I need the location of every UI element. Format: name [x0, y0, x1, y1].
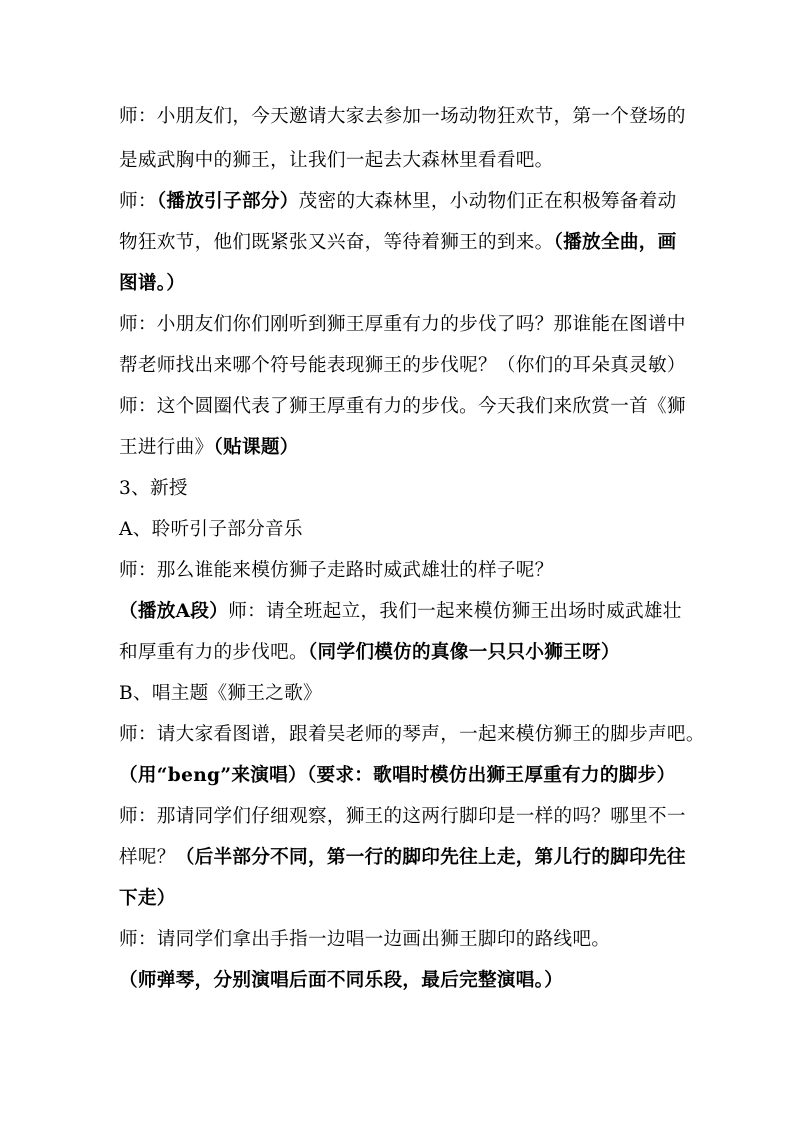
line-13-segment-1: （播放A段） [119, 601, 229, 622]
text-line-17 [119, 764, 675, 788]
line-5-segment-1: 图谱。） [119, 273, 186, 294]
text-line-7 [119, 354, 686, 378]
line-4-segment-2: （播放全曲，画 [553, 232, 677, 253]
line-9-segment-1: 王进行曲》 [119, 437, 214, 458]
text-line-2 [119, 149, 554, 173]
line-12-segment-1: 师：那么谁能来模仿狮子走路时威武雄壮的样子呢？ [119, 560, 554, 581]
text-line-8 [119, 395, 686, 419]
line-7-segment-1: 帮老师找出来哪个符号能表现狮王的步伐呢？（你们的耳朵真灵敏） [119, 355, 686, 376]
line-20-segment-1: 下走） [119, 888, 176, 909]
line-15-segment-1: B、唱主题《狮王之歌》 [119, 683, 322, 704]
line-22-segment-1: （师弹琴，分别演唱后面不同乐段，最后完整演唱。） [119, 970, 564, 991]
text-line-11 [119, 518, 303, 542]
text-line-6 [119, 313, 686, 337]
text-line-1 [119, 105, 686, 129]
line-2-segment-1: 是威武胸中的狮王，让我们一起去大森林里看看吧。 [119, 150, 554, 171]
line-14-segment-1: 和厚重有力的步伐吧。 [119, 642, 308, 663]
line-19-segment-2: （后半部分不同，第一行的脚印先往上走，第儿行的脚印先往 [175, 847, 686, 868]
line-3-segment-2: （播放引子部分） [156, 191, 299, 212]
text-line-5 [119, 272, 185, 296]
line-10-segment-1: 3、新授 [119, 478, 188, 499]
text-line-15 [119, 682, 322, 706]
line-3-segment-3: 茂密的大森林里，小动物们正在积极筹备着动 [298, 191, 677, 212]
line-18-segment-1: 师：那请同学们仔细观察，狮王的这两行脚印是一样的吗？哪里不一 [119, 806, 686, 827]
text-line-12 [119, 559, 554, 583]
line-17-segment-1: （用“beng”来演唱）（要求：歌唱时模仿出狮王厚重有力的脚步） [119, 765, 676, 786]
line-13-segment-2: 师：请全班起立，我们一起来模仿狮王出场时威武雄壮 [228, 601, 682, 622]
text-line-20 [119, 887, 176, 911]
line-4-segment-1: 物狂欢节，他们既紧张又兴奋，等待着狮王的到来。 [119, 232, 554, 253]
text-line-3 [119, 190, 677, 214]
line-8-segment-1: 师：这个圆圈代表了狮王厚重有力的步伐。今天我们来欣赏一首《狮 [119, 396, 686, 417]
text-line-14 [119, 641, 620, 665]
text-line-13 [119, 600, 682, 624]
line-9-segment-2: （贴课题） [213, 437, 299, 458]
line-6-segment-1: 师：小朋友们你们刚听到狮王厚重有力的步伐了吗？那谁能在图谱中 [119, 314, 686, 335]
line-16-segment-1: 师：请大家看图谱，跟着吴老师的琴声，一起来模仿狮王的脚步声吧。 [119, 724, 705, 745]
text-line-22 [119, 969, 563, 993]
line-1-segment-1: 师：小朋友们，今天邀请大家去参加一场动物狂欢节，第一个登场的 [119, 106, 686, 127]
line-19-segment-1: 样呢？ [119, 847, 176, 868]
text-line-16 [119, 723, 705, 747]
line-14-segment-2: （同学们模仿的真像一只只小狮王呀） [307, 642, 620, 663]
line-11-segment-1: A、聆听引子部分音乐 [119, 519, 303, 540]
text-line-10 [119, 477, 188, 501]
text-line-4 [119, 231, 677, 255]
text-line-18 [119, 805, 686, 829]
text-line-9 [119, 436, 299, 460]
line-3-segment-1: 师： [119, 191, 157, 212]
text-line-19 [119, 846, 686, 870]
line-21-segment-1: 师：请同学们拿出手指一边唱一边画出狮王脚印的路线吧。 [119, 929, 611, 950]
text-line-21 [119, 928, 610, 952]
